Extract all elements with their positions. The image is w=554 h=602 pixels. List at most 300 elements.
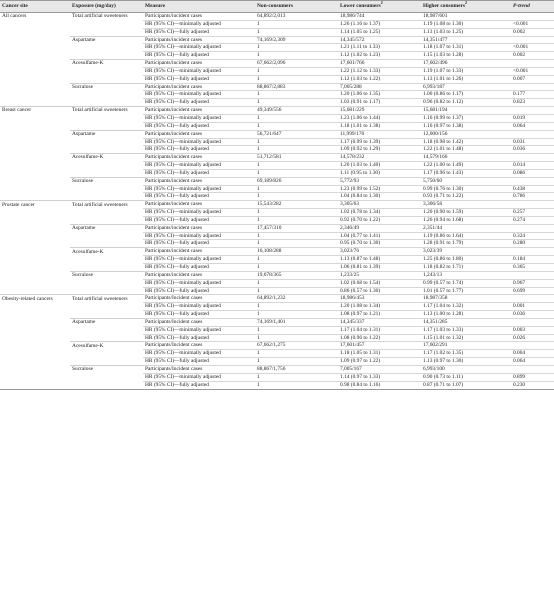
lower-consumers-cell: 0.98 (0.84 to 1.16): [338, 381, 421, 389]
higher-consumers-cell: 1.25 (0.86 to 1.80): [421, 256, 511, 264]
higher-consumers-cell: 1.26 (0.94 to 1.68): [421, 216, 511, 224]
lower-consumers-cell: 1.08 (0.97 to 1.21): [338, 311, 421, 319]
lower-consumers-cell: 1.18 (1.05 to 1.31): [338, 350, 421, 358]
higher-consumers-cell: 0.93 (0.71 to 1.22): [421, 193, 511, 201]
table-row: [0, 177, 554, 185]
exposure-cell: Total artificial sweeteners: [70, 107, 143, 115]
measure-cell: HR (95% CI)—minimally adjusted: [143, 279, 255, 287]
non-consumers-cell: 1: [255, 287, 338, 295]
non-consumers-cell: 64,892/2,013: [255, 13, 338, 21]
measure-cell: Participants/incident cases: [143, 271, 255, 279]
higher-consumers-cell: 0.96 (0.82 to 1.12): [421, 99, 511, 107]
cancer-site-cell: [0, 91, 70, 99]
higher-consumers-cell: 1.18 (0.98 to 1.42): [421, 138, 511, 146]
exposure-cell: Acesulfame-K: [70, 248, 143, 256]
cancer-site-cell: [0, 232, 70, 240]
non-consumers-cell: 88,867/1,756: [255, 365, 338, 373]
lower-consumers-cell: 1.13 (0.87 to 1.48): [338, 256, 421, 264]
table-row: [0, 311, 554, 319]
lower-consumers-cell: 18,986/744: [338, 13, 421, 21]
higher-consumers-cell: 1.13 (0.97 to 1.30): [421, 358, 511, 366]
exposure-cell: [70, 311, 143, 319]
measure-cell: HR (95% CI)—fully adjusted: [143, 193, 255, 201]
exposure-cell: [70, 232, 143, 240]
table-row: [0, 13, 554, 21]
measure-cell: Participants/Incident cases: [143, 295, 255, 303]
cancer-site-cell: Prostate cancer: [0, 201, 70, 209]
measure-cell: HR (95% CI)—minimally adjusted: [143, 20, 255, 28]
lower-consumers-cell: 1.21 (1.11 to 1.33): [338, 44, 421, 52]
cancer-site-cell: [0, 240, 70, 248]
lower-consumers-cell: 1.20 (1.03 to 1.40): [338, 162, 421, 170]
p-trend-cell: 0.014: [511, 162, 554, 170]
measure-cell: HR (95% CI)—minimally adjusted: [143, 185, 255, 193]
non-consumers-cell: 17,457/310: [255, 224, 338, 232]
lower-consumers-cell: 0.95 (0.70 to 1.30): [338, 240, 421, 248]
p-trend-cell: 0.031: [511, 138, 554, 146]
table-row: [0, 271, 554, 279]
lower-consumers-cell: 5,772/93: [338, 177, 421, 185]
lower-consumers-cell: 1.08 (0.96 to 1.22): [338, 334, 421, 342]
measure-cell: HR (95% CI)—minimally adjusted: [143, 209, 255, 217]
table-row: [0, 138, 554, 146]
p-trend-cell: 0.786: [511, 193, 554, 201]
cancer-site-cell: [0, 169, 70, 177]
lower-consumers-cell: 0.86 (0.57 to 1.30): [338, 287, 421, 295]
measure-cell: HR (95% CI)—minimally adjusted: [143, 256, 255, 264]
exposure-cell: [70, 185, 143, 193]
measure-cell: HR (95% CI)—fully adjusted: [143, 99, 255, 107]
table-row: [0, 365, 554, 373]
table-row: [0, 256, 554, 264]
header-higher-footnote: 2: [464, 0, 467, 6]
p-trend-cell: [511, 154, 554, 162]
cancer-site-cell: [0, 264, 70, 272]
non-consumers-cell: 1: [255, 240, 338, 248]
higher-consumers-cell: 1.18 (1.07 to 1.31): [421, 44, 511, 52]
higher-consumers-cell: 5,750/60: [421, 177, 511, 185]
exposure-cell: Acesulfame-K: [70, 60, 143, 68]
lower-consumers-cell: 17,601/766: [338, 60, 421, 68]
lower-consumers-cell: 7,005/288: [338, 83, 421, 91]
measure-cell: HR (95% CI)—minimally adjusted: [143, 350, 255, 358]
measure-cell: HR (95% CI)—minimally adjusted: [143, 162, 255, 170]
non-consumers-cell: 1: [255, 162, 338, 170]
measure-cell: Participants/incident cases: [143, 177, 255, 185]
cancer-site-cell: [0, 216, 70, 224]
higher-consumers-cell: 0.87 (0.71 to 1.07): [421, 381, 511, 389]
p-trend-cell: 0.184: [511, 256, 554, 264]
p-trend-cell: [511, 201, 554, 209]
header-higher-consumers: Higher consumers$^2$: [421, 1, 511, 13]
non-consumers-cell: 1: [255, 326, 338, 334]
p-trend-cell: [511, 13, 554, 21]
table-row: [0, 295, 554, 303]
p-trend-cell: 0.699: [511, 287, 554, 295]
p-trend-cell: 0.257: [511, 209, 554, 217]
p-trend-cell: [511, 130, 554, 138]
measure-cell: HR (95% CI)—fully adjusted: [143, 381, 255, 389]
exposure-cell: Sucralose: [70, 83, 143, 91]
higher-consumers-cell: 12,000/156: [421, 130, 511, 138]
exposure-cell: [70, 146, 143, 154]
lower-consumers-cell: 1.09 (0.97 to 1.22): [338, 358, 421, 366]
exposure-cell: [70, 44, 143, 52]
cancer-site-cell: [0, 99, 70, 107]
cancer-site-cell: [0, 358, 70, 366]
non-consumers-cell: 1: [255, 28, 338, 36]
p-trend-cell: 0.086: [511, 169, 554, 177]
higher-consumers-cell: 14,351/477: [421, 36, 511, 44]
cancer-site-cell: [0, 185, 70, 193]
table-row: [0, 224, 554, 232]
non-consumers-cell: 15,543/282: [255, 201, 338, 209]
non-consumers-cell: 1: [255, 138, 338, 146]
table-row: [0, 240, 554, 248]
lower-consumers-cell: 1.17 (1.04 to 1.31): [338, 326, 421, 334]
lower-consumers-cell: 1.23 (1.06 to 1.44): [338, 114, 421, 122]
lower-consumers-cell: 1.03 (0.91 to 1.17): [338, 99, 421, 107]
p-trend-cell: [511, 83, 554, 91]
exposure-cell: [70, 358, 143, 366]
cancer-site-cell: [0, 334, 70, 342]
lower-consumers-cell: 0.92 (0.70 to 1.22): [338, 216, 421, 224]
measure-cell: Participants/incident cases: [143, 224, 255, 232]
exposure-cell: [70, 99, 143, 107]
header-measure: Measure: [143, 1, 255, 13]
higher-consumers-cell: 1.22 (1.01 to 1.48): [421, 146, 511, 154]
higher-consumers-cell: 17,602/291: [421, 342, 511, 350]
lower-consumers-cell: 14,345/337: [338, 318, 421, 326]
measure-cell: HR (95% CI)—fully adjusted: [143, 169, 255, 177]
table-row: [0, 44, 554, 52]
table-row: [0, 107, 554, 115]
cancer-site-cell: [0, 303, 70, 311]
p-trend-cell: 0.438: [511, 185, 554, 193]
lower-consumers-cell: 1.06 (0.81 to 1.39): [338, 264, 421, 272]
exposure-cell: Total artificial sweeteners: [72, 13, 128, 20]
lower-consumers-cell: 1.11 (0.95 to 1.30): [338, 169, 421, 177]
lower-consumers-cell: 1.04 (0.84 to 1.30): [338, 193, 421, 201]
cancer-site-cell: [0, 248, 70, 256]
lower-consumers-cell: 14,345/572: [338, 36, 421, 44]
non-consumers-cell: 1: [255, 209, 338, 217]
exposure-cell: Sucralose: [70, 271, 143, 279]
cancer-site-cell: [0, 279, 70, 287]
cancer-site-cell: [0, 36, 70, 44]
table-row: [0, 287, 554, 295]
higher-consumers-cell: 1.28 (0.91 to 1.79): [421, 240, 511, 248]
non-consumers-cell: 1: [255, 52, 338, 60]
p-trend-cell: [511, 318, 554, 326]
higher-consumers-cell: 3,306/58: [421, 201, 511, 209]
exposure-cell: [70, 114, 143, 122]
measure-cell: HR (95% CI)—fully adjusted: [143, 75, 255, 83]
table-row: [0, 358, 554, 366]
table-row: [0, 83, 554, 91]
p-trend-cell: [511, 271, 554, 279]
exposure-cell: [70, 91, 143, 99]
lower-consumers-cell: 1.09 (0.92 to 1.29): [338, 146, 421, 154]
cancer-site-cell: [0, 224, 70, 232]
lower-consumers-cell: 1.17 (0.99 to 1.39): [338, 138, 421, 146]
p-trend-cell: [511, 177, 554, 185]
non-consumers-cell: 49,349/556: [255, 107, 338, 115]
measure-cell: Participants/Incident cases: [143, 342, 255, 350]
non-consumers-cell: 56,721/647: [255, 130, 338, 138]
table-row: [0, 232, 554, 240]
cancer-site-cell: [0, 60, 70, 68]
exposure-cell: Acesulfame-K: [70, 154, 143, 162]
exposure-cell: [70, 350, 143, 358]
cancer-site-cell: Breast cancer: [0, 107, 70, 115]
table-row: [0, 154, 554, 162]
non-consumers-cell: 74,169/1,401: [255, 318, 338, 326]
non-consumers-cell: 51,712/581: [255, 154, 338, 162]
higher-consumers-cell: 1.18 (0.82 to 1.71): [421, 264, 511, 272]
lower-consumers-cell: 1.12 (1.03 to 1.22): [338, 75, 421, 83]
non-consumers-cell: 64,892/1,232: [255, 295, 338, 303]
p-trend-cell: 0.036: [511, 146, 554, 154]
lower-consumers-cell: 17,601/457: [338, 342, 421, 350]
cancer-site-cell: [0, 365, 70, 373]
non-consumers-cell: 1: [255, 216, 338, 224]
non-consumers-cell: 1: [255, 146, 338, 154]
non-consumers-cell: 1: [255, 311, 338, 319]
lower-consumers-cell: 1.18 (1.01 to 1.38): [338, 122, 421, 130]
higher-consumers-cell: 6,993/100: [421, 365, 511, 373]
higher-consumers-cell: 0.99 (0.76 to 1.30): [421, 185, 511, 193]
p-trend-cell: [511, 36, 554, 44]
exposure-cell: [70, 20, 143, 28]
p-trend-cell: 0.036: [511, 311, 554, 319]
higher-consumers-cell: 1.17 (0.96 to 1.43): [421, 169, 511, 177]
table-row: [0, 114, 554, 122]
non-consumers-cell: 1: [255, 264, 338, 272]
table-row: [0, 130, 554, 138]
table-row: [0, 209, 554, 217]
cancer-site-cell: [0, 83, 70, 91]
cancer-site-cell: [0, 67, 70, 75]
cancer-site-cell: [0, 326, 70, 334]
measure-cell: HR (95% CI)—minimally adjusted: [143, 373, 255, 381]
measure-cell: Participants/incident cases: [143, 13, 255, 21]
non-consumers-cell: 88,867/2,883: [255, 83, 338, 91]
cancer-site-cell: [0, 271, 70, 279]
higher-consumers-cell: 14,579/166: [421, 154, 511, 162]
lower-consumers-cell: 7,005/167: [338, 365, 421, 373]
p-trend-cell: 0.365: [511, 264, 554, 272]
higher-consumers-cell: 1.13 (1.00 to 1.28): [421, 311, 511, 319]
exposure-cell: [70, 67, 143, 75]
cancer-site-cell: [0, 28, 70, 36]
higher-consumers-cell: 1.16 (0.97 to 1.38): [421, 122, 511, 130]
p-trend-cell: [511, 365, 554, 373]
p-trend-cell: 0.003: [511, 326, 554, 334]
measure-cell: HR (95% CI)—fully adjusted: [143, 146, 255, 154]
table-row: [0, 248, 554, 256]
p-trend-cell: [511, 107, 554, 115]
exposure-cell: [70, 373, 143, 381]
table-row: [0, 52, 554, 60]
p-trend-cell: 0.274: [511, 216, 554, 224]
table-row: [0, 28, 554, 36]
exposure-cell: [70, 75, 143, 83]
table-row: [0, 334, 554, 342]
exposure-cell: [70, 240, 143, 248]
higher-consumers-cell: 1.15 (1.03 to 1.28): [421, 52, 511, 60]
p-trend-cell: 0.967: [511, 279, 554, 287]
exposure-cell: [70, 303, 143, 311]
non-consumers-cell: 1: [255, 358, 338, 366]
measure-cell: HR (95% CI)—minimally adjusted: [143, 326, 255, 334]
header-lower-consumers: Lower consumers$^2$: [338, 1, 421, 13]
table-row: [0, 264, 554, 272]
measure-cell: HR (95% CI)—fully adjusted: [143, 28, 255, 36]
higher-consumers-cell: 0.90 (0.73 to 1.11): [421, 373, 511, 381]
non-consumers-cell: 1: [255, 303, 338, 311]
p-trend-cell: 0.004: [511, 350, 554, 358]
exposure-cell: [70, 256, 143, 264]
table-row: [0, 169, 554, 177]
cancer-site-cell: [0, 162, 70, 170]
non-consumers-cell: 1: [255, 67, 338, 75]
cancer-site-cell: [0, 122, 70, 130]
non-consumers-cell: 1: [255, 381, 338, 389]
lower-consumers-cell: 1.02 (0.78 to 1.34): [338, 209, 421, 217]
measure-cell: HR (95% CI)—fully adjusted: [143, 216, 255, 224]
higher-consumers-cell: 2,351/44: [421, 224, 511, 232]
cancer-site-cell: [0, 130, 70, 138]
exposure-cell: Aspartame: [70, 130, 143, 138]
header-lower-footnote: 2: [380, 0, 383, 6]
lower-consumers-cell: 1.20 (1.06 to 1.35): [338, 91, 421, 99]
measure-cell: Participants/Incident cases: [143, 365, 255, 373]
higher-consumers-cell: 1.17 (1.04 to 1.32): [421, 303, 511, 311]
cancer-site-cell: [0, 318, 70, 326]
p-trend-cell: 0.324: [511, 232, 554, 240]
higher-consumers-cell: 0.99 (0.57 to 1.74): [421, 279, 511, 287]
higher-consumers-cell: 1.20 (0.90 to 1.59): [421, 209, 511, 217]
exposure-cell: Aspartame: [70, 224, 143, 232]
lower-consumers-cell: 14,578/232: [338, 154, 421, 162]
measure-cell: HR (95% CI)—minimally adjusted: [143, 91, 255, 99]
measure-cell: Participants/incident cases: [143, 107, 255, 115]
higher-consumers-cell: 1.17 (1.02 to 1.35): [421, 350, 511, 358]
measure-cell: HR (95% CI)—fully adjusted: [143, 122, 255, 130]
measure-cell: HR (95% CI)—fully adjusted: [143, 287, 255, 295]
exposure-cell: [70, 216, 143, 224]
exposure-cell: [70, 28, 143, 36]
cancer-site-cell: [0, 177, 70, 185]
higher-consumers-cell: 15,681/194: [421, 107, 511, 115]
table-row: [0, 146, 554, 154]
exposure-cell: [70, 122, 143, 130]
p-trend-cell: 0.064: [511, 358, 554, 366]
measure-cell: Participants/incident cases: [143, 248, 255, 256]
higher-consumers-cell: 1.19 (1.08 to 1.30): [421, 20, 511, 28]
non-consumers-cell: 1: [255, 44, 338, 52]
table-row: [0, 36, 554, 44]
p-trend-cell: 0.007: [511, 75, 554, 83]
table-row: [0, 326, 554, 334]
table-row: [0, 318, 554, 326]
higher-consumers-cell: 1.01 (0.57 to 1.77): [421, 287, 511, 295]
exposure-cell: Total artificial sweeteners: [70, 295, 143, 303]
table-row: [0, 350, 554, 358]
p-trend-cell: 0.177: [511, 91, 554, 99]
cancer-site-cell: [0, 311, 70, 319]
header-p-trend: P-trend: [511, 1, 554, 13]
higher-consumers-cell: 1.15 (1.01 to 1.32): [421, 334, 511, 342]
non-consumers-cell: 1: [255, 75, 338, 83]
non-consumers-cell: 1: [255, 122, 338, 130]
exposure-cell: Sucralose: [70, 177, 143, 185]
cancer-site-cell: [0, 342, 70, 350]
lower-consumers-cell: 1.22 (1.12 to 1.33): [338, 67, 421, 75]
cancer-site-cell: [0, 373, 70, 381]
p-trend-cell: 0.002: [511, 28, 554, 36]
cancer-site-cell: Obesity-related cancers: [0, 295, 70, 303]
non-consumers-cell: 1: [255, 256, 338, 264]
p-trend-cell: [511, 248, 554, 256]
table-row: [0, 122, 554, 130]
lower-consumers-cell: 1.02 (0.68 to 1.54): [338, 279, 421, 287]
p-trend-cell: 0.026: [511, 334, 554, 342]
table-row: [0, 193, 554, 201]
measure-cell: Participants/incident cases: [143, 36, 255, 44]
table-row: [0, 91, 554, 99]
non-consumers-cell: 1: [255, 334, 338, 342]
p-trend-cell: 0.899: [511, 373, 554, 381]
table-row: [0, 67, 554, 75]
non-consumers-cell: 19,678/365: [255, 271, 338, 279]
cancer-site-cell: [0, 146, 70, 154]
lower-consumers-cell: 15,681/229: [338, 107, 421, 115]
lower-consumers-cell: 11,999/176: [338, 130, 421, 138]
header-non-consumers: Non-consumers: [255, 1, 338, 13]
table-row: [0, 201, 554, 209]
cancer-site-cell: [0, 20, 70, 28]
measure-cell: Participants/Incident cases: [143, 318, 255, 326]
exposure-cell: Sucralose: [70, 365, 143, 373]
table-row: [0, 20, 554, 28]
p-trend-cell: <0.001: [511, 67, 554, 75]
lower-consumers-cell: 2,346/49: [338, 224, 421, 232]
p-trend-cell: 0.064: [511, 122, 554, 130]
non-consumers-cell: 74,169/2,309: [255, 36, 338, 44]
measure-cell: HR (95% CI)—fully adjusted: [143, 52, 255, 60]
exposure-cell: [70, 264, 143, 272]
non-consumers-cell: 1: [255, 99, 338, 107]
p-trend-cell: <0.001: [511, 44, 554, 52]
measure-cell: Participants/incident cases: [143, 201, 255, 209]
exposure-cell: [70, 326, 143, 334]
exposure-cell: Aspartame: [70, 318, 143, 326]
table-row: [0, 303, 554, 311]
cancer-site-cell: [0, 350, 70, 358]
table-header-row: [0, 1, 554, 13]
table-row: [0, 381, 554, 389]
lower-consumers-cell: 1.23 (0.99 to 1.52): [338, 185, 421, 193]
p-trend-cell: [511, 342, 554, 350]
measure-cell: HR (95% CI)—minimally adjusted: [143, 138, 255, 146]
p-trend-cell: [511, 224, 554, 232]
non-consumers-cell: 16,108/288: [255, 248, 338, 256]
lower-consumers-cell: 1.14 (0.97 to 1.33): [338, 373, 421, 381]
header-cancer-site: Cancer site: [0, 1, 70, 13]
non-consumers-cell: 1: [255, 185, 338, 193]
